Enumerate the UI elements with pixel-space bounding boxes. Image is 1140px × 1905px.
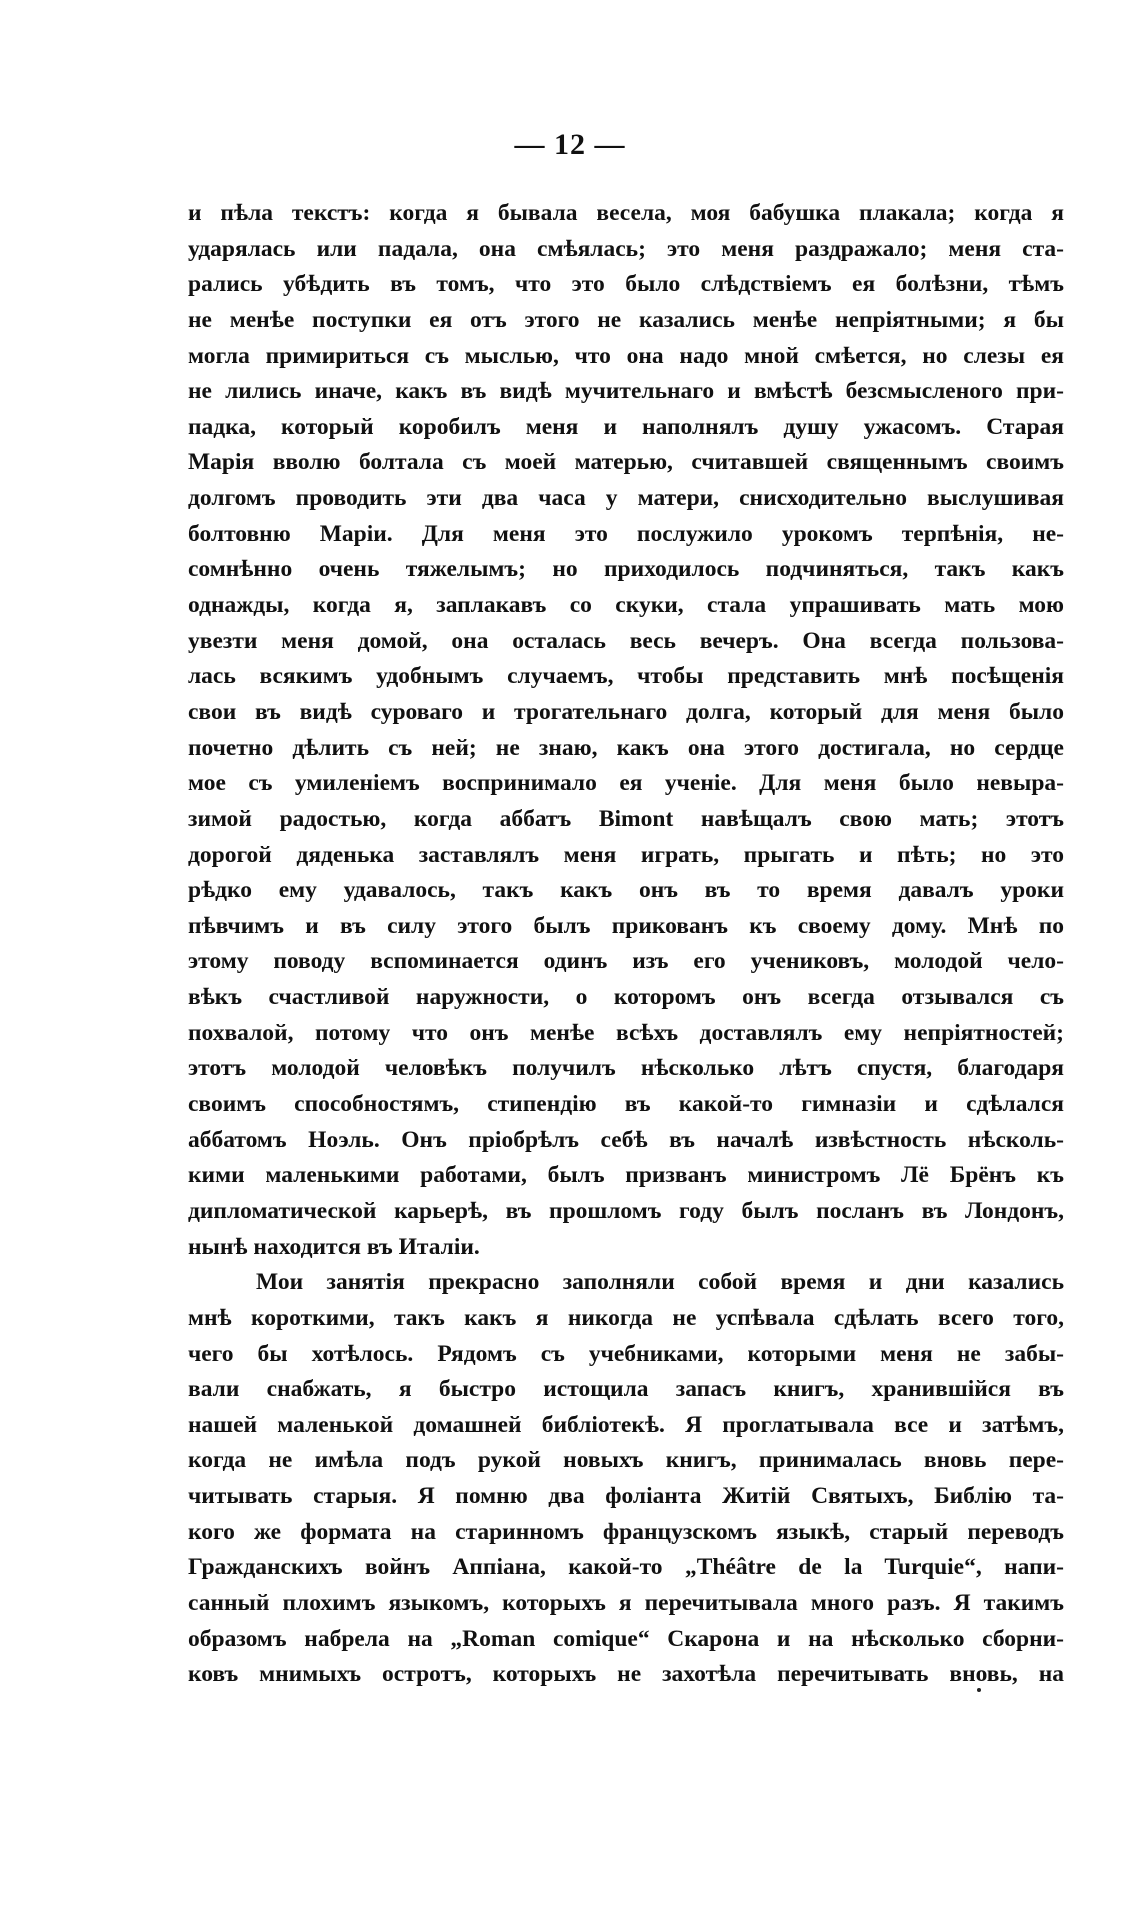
text-line: мнѣ короткими, такъ какъ я никогда не успѣвала сдѣлать всего того,: [188, 1304, 1064, 1331]
text-line: ковъ мнимыхъ остротъ, которыхъ не захотѣла перечитывать вновь, на: [188, 1661, 1064, 1688]
text-line: болтовню Маріи. Для меня это послужило урокомъ терпѣнія, не-: [188, 520, 1064, 547]
text-line: чего бы хотѣлось. Рядомъ съ учебниками, которыми меня не забы-: [188, 1340, 1064, 1367]
text-line: Мои занятія прекрасно заполняли собой время и дни казались: [256, 1269, 1064, 1296]
text-line: когда не имѣла подъ рукой новыхъ книгъ, принималась вновь пере-: [188, 1447, 1064, 1474]
text-line: дорогой дяденька заставлялъ меня играть, прыгать и пѣть; но это: [188, 841, 1064, 868]
text-line: увезти меня домой, она осталась весь вечеръ. Она всегда пользова-: [188, 627, 1064, 654]
text-line: нашей маленькой домашней библіотекѣ. Я проглатывала все и затѣмъ,: [188, 1411, 1064, 1438]
text-line: и пѣла текстъ: когда я бывала весела, моя бабушка плакала; когда я: [188, 200, 1064, 226]
text-line: аббатомъ Ноэль. Онъ пріобрѣлъ себѣ въ началѣ извѣстность нѣсколь-: [188, 1126, 1064, 1153]
text-line: почетно дѣлить съ ней; не знаю, какъ она этого достигала, но сердце: [188, 734, 1064, 761]
text-line: однажды, когда я, заплакавъ со скуки, стала упрашивать мать мою: [188, 592, 1064, 619]
text-line: лась всякимъ удобнымъ случаемъ, чтобы представить мнѣ посѣщенія: [188, 663, 1064, 690]
text-line: вѣкъ счастливой наружности, о которомъ онъ всегда отзывался съ: [188, 984, 1064, 1011]
text-line: свои въ видѣ суроваго и трогательнаго долга, который для меня было: [188, 698, 1064, 725]
text-line: Гражданскихъ войнъ Аппіана, какой-то „Théâtre de la Turquie“, напи-: [188, 1554, 1064, 1581]
text-line: не лились иначе, какъ въ видѣ мучительнаго и вмѣстѣ безсмысленого при-: [188, 378, 1064, 405]
text-line: рѣдко ему удавалось, такъ какъ онъ въ то время давалъ уроки: [188, 877, 1064, 904]
text-line: этотъ молодой человѣкъ получилъ нѣсколько лѣтъ спустя, благодаря: [188, 1055, 1064, 1082]
text-line: пѣвчимъ и въ силу этого былъ прикованъ къ своему дому. Мнѣ по: [188, 912, 1064, 939]
text-line: похвалой, потому что онъ менѣе всѣхъ доставлялъ ему непріятностей;: [188, 1019, 1064, 1046]
text-line: кими маленькими работами, былъ призванъ министромъ Лё Брёнъ къ: [188, 1162, 1064, 1189]
page-number: — 12 —: [514, 128, 626, 161]
text-line: этому поводу вспоминается одинъ изъ его учениковъ, молодой чело-: [188, 948, 1064, 975]
text-line: мое съ умиленіемъ воспринимало ея ученіе. Для меня было невыра-: [188, 770, 1064, 797]
text-line: читывать старыя. Я помню два фоліанта Житій Святыхъ, Библію та-: [188, 1483, 1064, 1510]
text-line: могла примириться съ мыслью, что она надо мной смѣется, но слезы ея: [188, 342, 1064, 369]
text-line: ударялась или падала, она смѣялась; это меня раздражало; меня ста-: [188, 235, 1064, 262]
text-line: зимой радостью, когда аббатъ Bimont навѣщалъ свою мать; этотъ: [188, 805, 1064, 832]
text-line: вали снабжать, я быстро истощила запасъ книгъ, хранившійся въ: [188, 1376, 1064, 1403]
print-speck: [977, 1688, 981, 1692]
text-line: нынѣ находится въ Италіи.: [188, 1233, 480, 1260]
text-line: санный плохимъ языкомъ, которыхъ я перечитывала много разъ. Я такимъ: [188, 1589, 1064, 1616]
text-line: падка, который коробилъ меня и наполнялъ душу ужасомъ. Старая: [188, 413, 1064, 440]
text-line: долгомъ проводить эти два часа у матери, снисходительно выслушивая: [188, 485, 1064, 512]
text-line: своимъ способностямъ, стипендію въ какой-то гимназіи и сдѣлался: [188, 1091, 1064, 1118]
text-line: рались убѣдить въ томъ, что это было слѣдствіемъ ея болѣзни, тѣмъ: [188, 271, 1064, 298]
text-line: сомнѣнно очень тяжелымъ; но приходилось подчиняться, такъ какъ: [188, 556, 1064, 583]
text-line: образомъ набрела на „Roman comique“ Скарона и на нѣсколько сборни-: [188, 1625, 1064, 1652]
text-line: не менѣе поступки ея отъ этого не казались менѣе непріятными; я бы: [188, 306, 1064, 333]
text-line: Марія вволю болтала съ моей матерью, считавшей священнымъ своимъ: [188, 449, 1064, 476]
text-line: дипломатической карьерѣ, въ прошломъ году былъ посланъ въ Лондонъ,: [188, 1197, 1064, 1224]
body-text: [188, 196, 1064, 1693]
text-line: кого же формата на старинномъ французскомъ языкѣ, старый переводъ: [188, 1518, 1064, 1545]
